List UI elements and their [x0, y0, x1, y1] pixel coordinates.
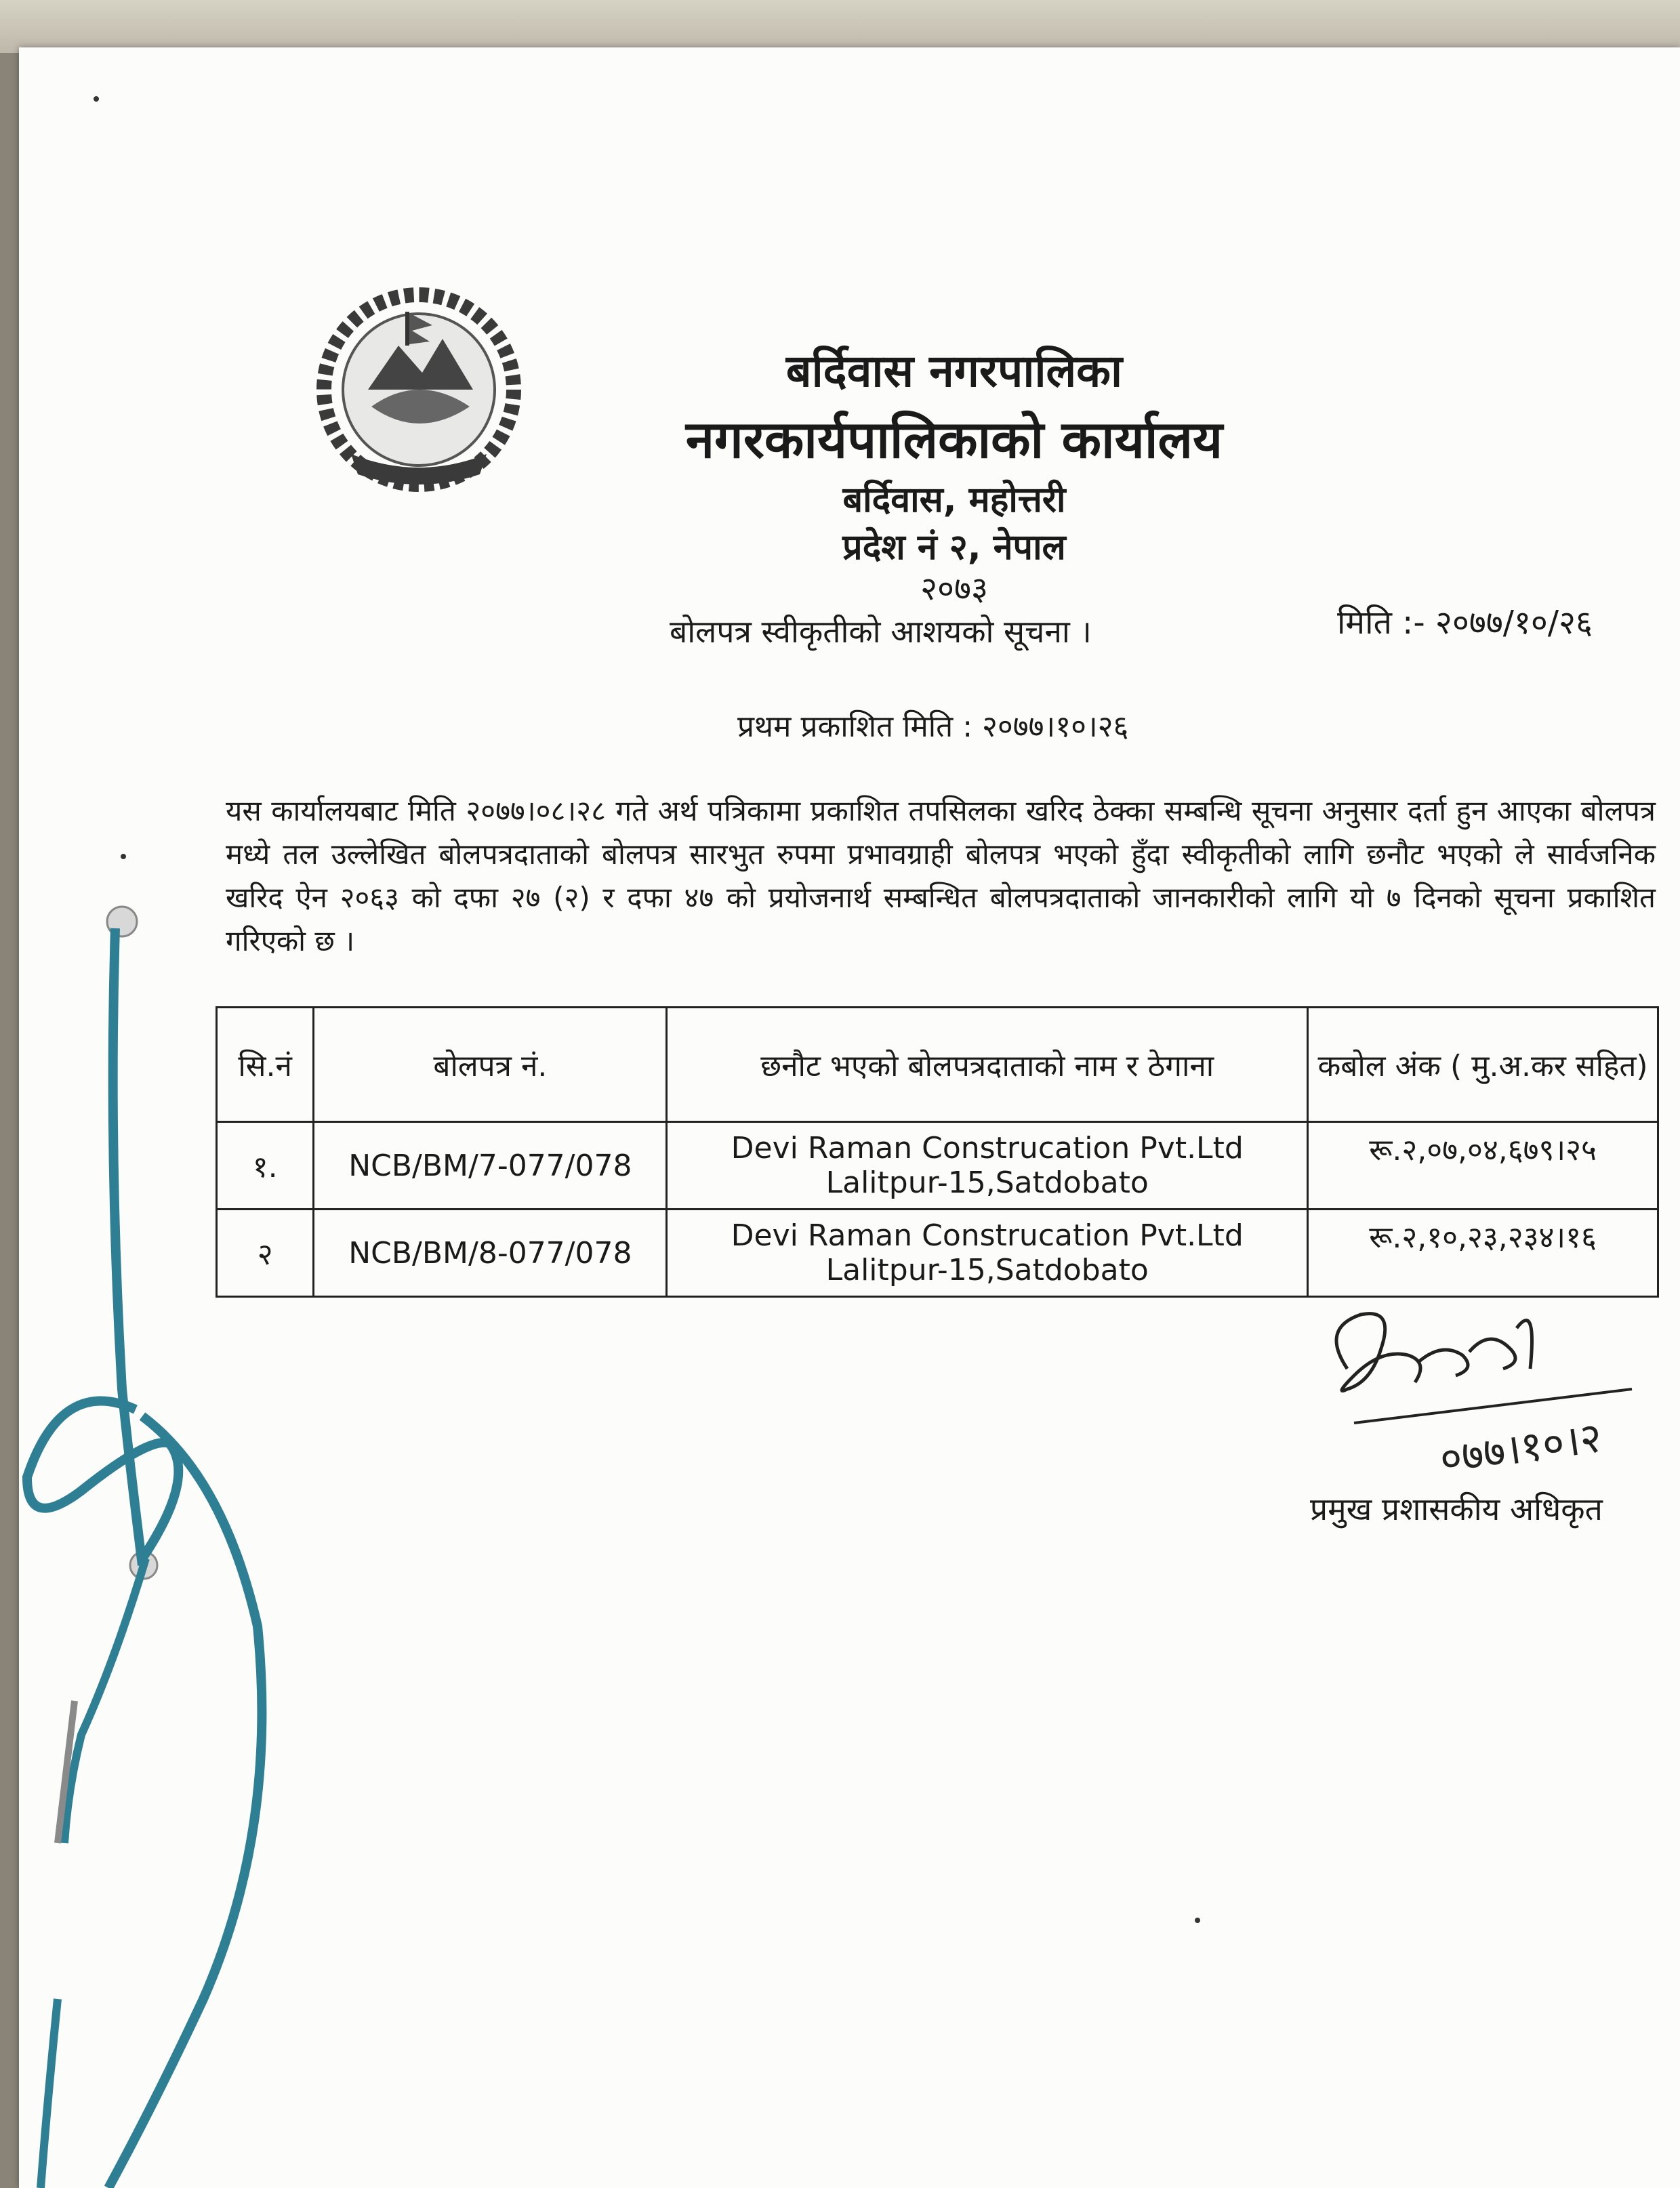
bidder-address: Lalitpur-15,Satdobato — [825, 1165, 1149, 1200]
cell-bid-no: NCB/BM/8-077/078 — [314, 1210, 667, 1297]
province-line: प्रदेश नं २, नेपाल — [842, 527, 1066, 568]
selected-bids-table — [216, 1006, 1659, 1298]
svg-text:०७७।१०।२: ०७७।१०।२ — [1436, 1412, 1605, 1484]
binding-string — [0, 0, 339, 2188]
header-sn: सि.नं — [217, 1008, 314, 1122]
cell-amount: रू.२,०७,०४,६७९।२५ — [1308, 1122, 1658, 1210]
header-bid-no: बोलपत्र नं. — [314, 1008, 667, 1122]
notice-title: बोलपत्र स्वीकृतीको आशयको सूचना । — [670, 613, 1092, 650]
cell-amount: रू.२,१०,२३,२३४।१६ — [1308, 1210, 1658, 1297]
notice-body: यस कार्यालयबाट मिति २०७७।०८।२८ गते अर्थ पत्रिकामा प्रकाशित तपसिलका खरिद ठेक्का सम्बन्धि सूचना अनुसार दर्ता हुन आएका बोलपत्र मध्ये तल उल्लेखित बोलपत्रदाताको बोलपत्र सारभुत रुपमा प्रभावग्राही बोलपत्र भएको हुँदा स्वीकृतीको लागि छनौट भएको ले सार्वजनिक खरिद ऐन २०६३ को दफा २७ (२) र दफा ४७ को प्रयोजनार्थ सम्बन्धित बोलपत्रदाताको जानकारीको लागि यो ७ दिनको सूचना प्रकाशित गरिएको छ । — [226, 794, 1656, 957]
cell-sn: २ — [217, 1210, 314, 1297]
scan-speck — [1195, 1918, 1200, 1923]
table-row — [217, 1122, 1658, 1210]
office-name: नगरकार्यपालिकाको कार्यालय — [685, 409, 1223, 470]
municipality-name: बर्दिवास नगरपालिका — [785, 345, 1123, 397]
office-location: बर्दिवास, महोत्तरी — [842, 480, 1066, 520]
table-header-row — [217, 1008, 1658, 1122]
signatory-title: प्रमुख प्रशासकीय अधिकृत — [1310, 1491, 1603, 1527]
cell-bidder — [667, 1122, 1308, 1210]
cell-sn: १. — [217, 1122, 314, 1210]
first-published-date: प्रथम प्रकाशित मिति : २०७७।१०।२६ — [737, 709, 1129, 744]
handwritten-signature — [1307, 1287, 1645, 1504]
cell-bid-no: NCB/BM/7-077/078 — [314, 1122, 667, 1210]
header-amount: कबोल अंक ( मु.अ.कर सहित) — [1308, 1008, 1658, 1122]
bidder-name: Devi Raman Construcation Pvt.Ltd — [731, 1218, 1244, 1253]
cell-bidder — [667, 1210, 1308, 1297]
notice-date: मिति :- २०७७/१०/२६ — [1337, 604, 1593, 642]
header-bidder: छनौट भएको बोलपत्रदाताको नाम र ठेगाना — [667, 1008, 1308, 1122]
established-year: २०७३ — [920, 570, 988, 608]
bidder-address: Lalitpur-15,Satdobato — [825, 1253, 1149, 1287]
table-row — [217, 1210, 1658, 1297]
bidder-name: Devi Raman Construcation Pvt.Ltd — [731, 1131, 1244, 1165]
